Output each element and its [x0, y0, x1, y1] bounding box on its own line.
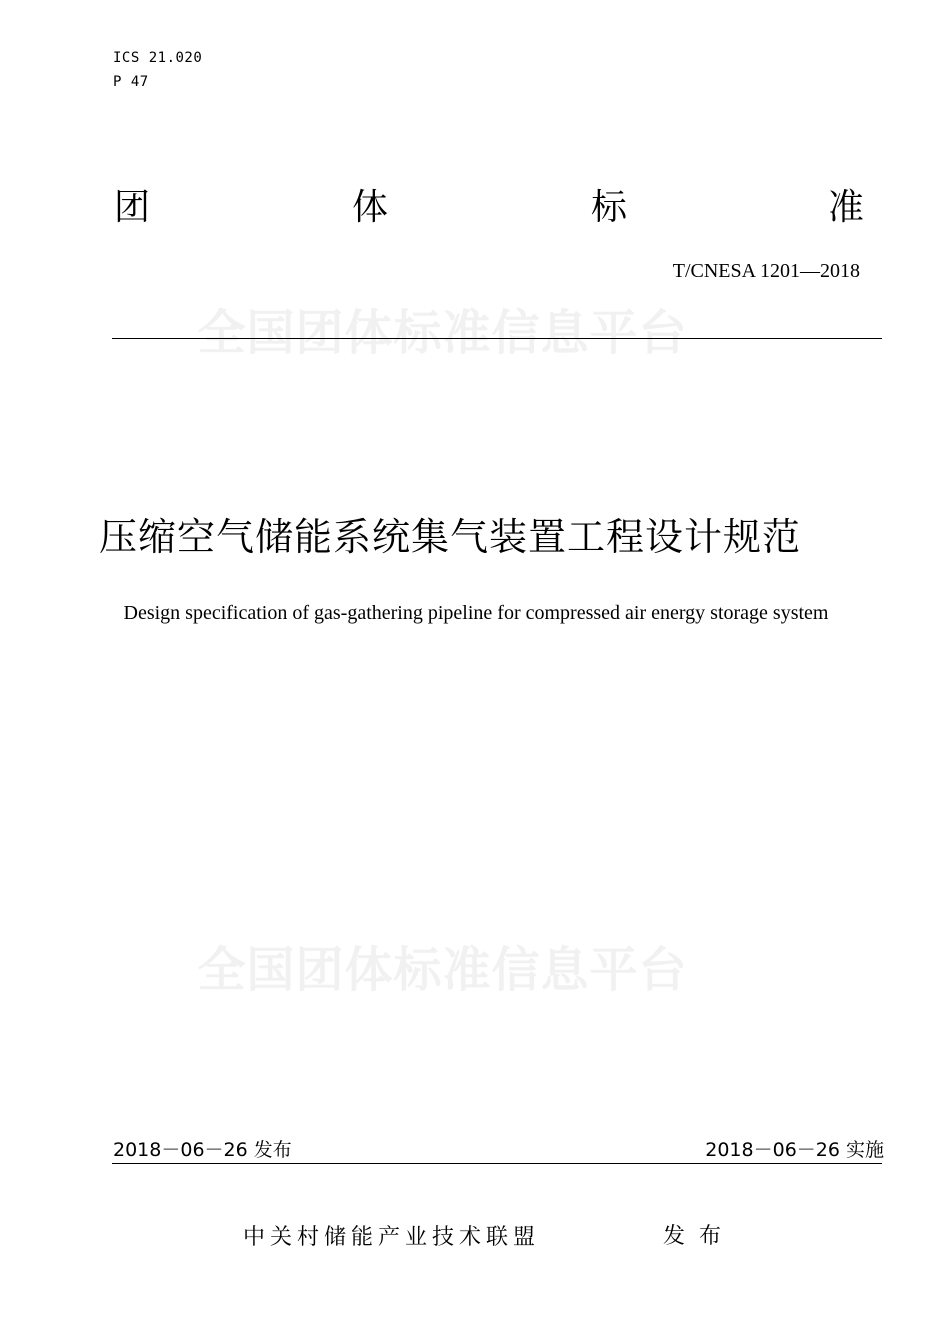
standard-type-char: 体 — [352, 187, 389, 228]
publisher-name: 中关村储能产业技术联盟 — [243, 1225, 541, 1250]
standard-number: T/CNESA 1201—2018 — [672, 260, 860, 282]
implement-date: 2018－06－26 实施 — [705, 1139, 884, 1161]
bottom-divider — [112, 1163, 882, 1164]
standard-type-char: 标 — [591, 187, 628, 228]
watermark-text: 全国团体标准信息平台 — [197, 305, 688, 361]
ics-code: ICS 21.020 — [113, 50, 203, 66]
title-english: Design specification of gas-gathering pipeline for compressed air energy storage system — [123, 602, 829, 624]
top-divider — [112, 338, 882, 339]
standard-type-char: 团 — [114, 187, 151, 228]
publish-label: 发布 — [663, 1224, 736, 1249]
title-chinese: 压缩空气储能系统集气装置工程设计规范 — [98, 515, 801, 559]
standard-type-char: 准 — [828, 187, 865, 228]
issue-date: 2018－06－26 发布 — [113, 1139, 292, 1161]
ccs-code: P 47 — [113, 74, 149, 90]
watermark-text: 全国团体标准信息平台 — [197, 942, 688, 998]
